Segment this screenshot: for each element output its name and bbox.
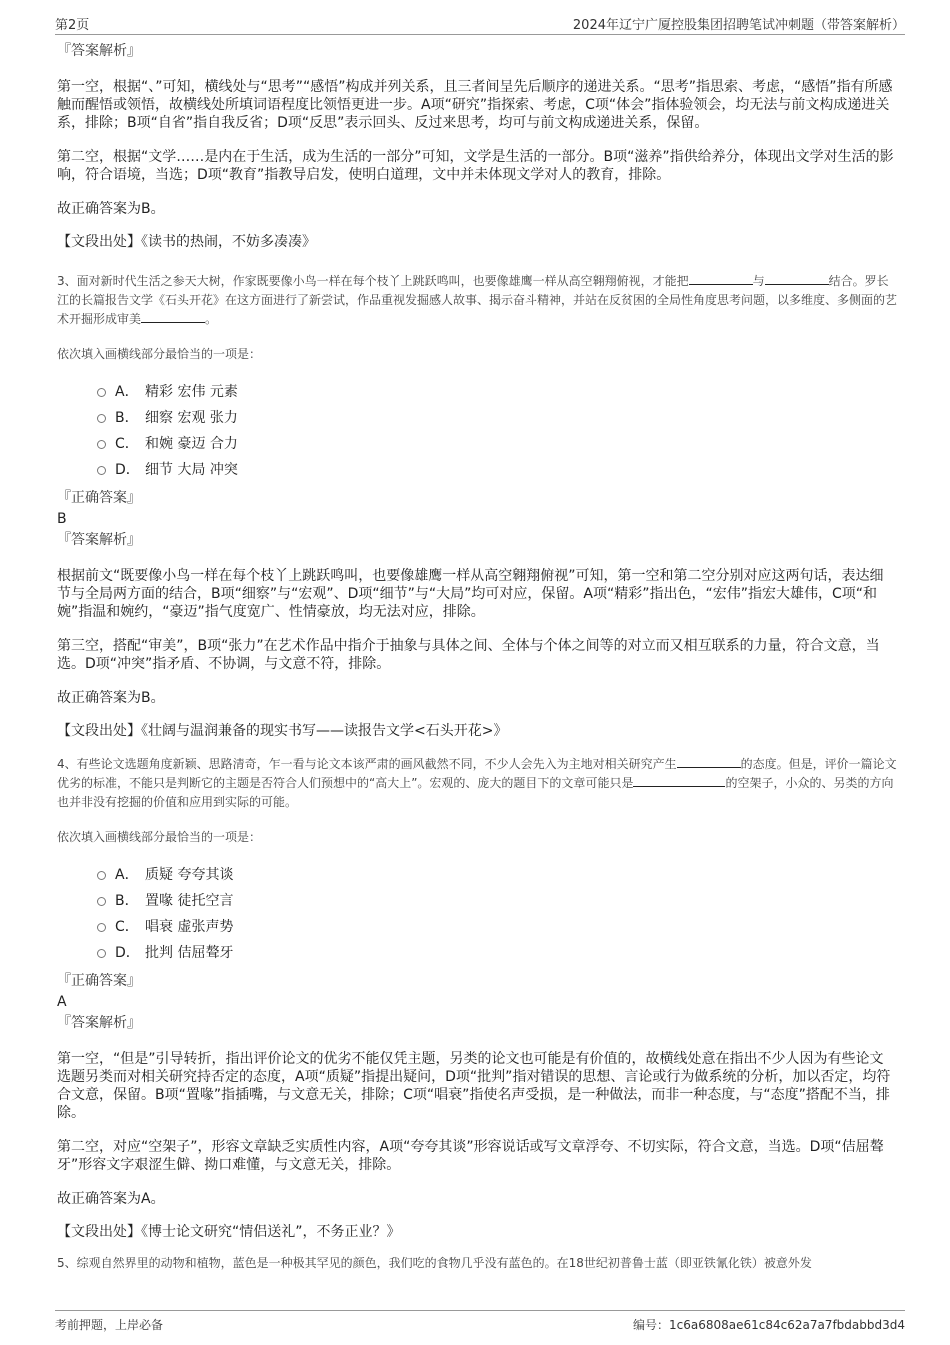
analysis-label: 『答案解析』 <box>57 43 141 59</box>
document-code: 编号：1c6a6808ae61c84c62a7a7fbdabbd3d4 <box>632 1318 905 1332</box>
analysis-paragraph: 第二空，根据“文学……是内在于生活，成为生活的一部分”可知，文学是生活的一部分。B项“滋养”指供给养分，体现出文学对生活的影响，符合语境，当选；D项“教育”指教导启发，使明白道理，文中并未体现文学对人的教育，排除。 <box>57 149 894 183</box>
question-prompt: 依次填入画横线部分最恰当的一项是： <box>57 830 262 844</box>
fill-blank <box>677 755 741 768</box>
conclusion: 故正确答案为B。 <box>57 690 165 706</box>
page-header <box>55 12 905 35</box>
page-footer <box>55 1310 905 1335</box>
correct-answer: A <box>57 994 67 1010</box>
source-citation: 【文段出处】《读书的热闹，不妨多凑凑》 <box>57 234 316 250</box>
question-stem: 3、面对新时代生活之参天大树，作家既要像小鸟一样在每个枝丫上跳跃鸣叫，也要像雄鹰一样从高空翱翔俯视，才能把 与 结合。罗长江的长篇报告文学《石头开花》在这方面进行了新尝试，作品重视发掘感人故事、揭示奋斗精神，并站在反贫困的全局性角度思考问题，以多维度、多侧面的艺术开掘形成审美 。 <box>57 274 898 326</box>
radio-icon[interactable] <box>97 871 106 880</box>
option-a[interactable]: A． 精彩 宏伟 元素 <box>57 379 897 405</box>
question-stem: 4、有些论文选题角度新颖、思路清奇，乍一看与论文本该严肃的画风截然不同，不少人会先入为主地对相关研究产生 的态度。但是，评价一篇论文优劣的标准，不能只是判断它的主题是否符合人们预想中的“高大上”。宏观的、庞大的题目下的文章可能只是 的空架子，小众的、另类的方向也并非没有挖掘的价值和应用到实际的可能。 <box>57 757 897 809</box>
fill-blank <box>141 310 205 323</box>
radio-icon[interactable] <box>97 466 106 475</box>
radio-icon[interactable] <box>97 440 106 449</box>
correct-answer-label: 『正确答案』 <box>57 490 141 506</box>
analysis-label: 『答案解析』 <box>57 1015 141 1031</box>
analysis-paragraph: 第一空，“但是”引导转折，指出评价论文的优劣不能仅凭主题，另类的论文也可能是有价值的，故横线处意在指出不少人因为有些论文选题另类而对相关研究持否定的态度，A项“质疑”指提出疑问，D项“批判”指对错误的思想、言论或行为做系统的分析，加以否定，均符合文意，保留。B项“置喙”指插嘴，与文意无关，排除；C项“唱衰”指使名声受损，是一种做法，而非一种态度，与“态度”搭配不当，排除。 <box>57 1051 891 1121</box>
radio-icon[interactable] <box>97 388 106 397</box>
conclusion: 故正确答案为B。 <box>57 201 165 217</box>
analysis-paragraph: 第三空，搭配“审美”，B项“张力”在艺术作品中指介于抽象与具体之间、全体与个体之间等的对立而又相互联系的力量，符合文意，当选。D项“冲突”指矛盾、不协调，与文意不符，排除。 <box>57 638 880 672</box>
fill-blank <box>689 272 753 285</box>
page-content <box>57 40 897 1273</box>
fill-blank <box>765 272 829 285</box>
option-list <box>57 862 897 966</box>
option-c[interactable]: C． 和婉 豪迈 合力 <box>57 431 897 457</box>
document-title: 2024年辽宁广厦控股集团招聘笔试冲刺题（带答案解析） <box>572 18 905 33</box>
fill-blank <box>633 774 725 787</box>
analysis-label: 『答案解析』 <box>57 532 141 548</box>
analysis-paragraph: 第二空，对应“空架子”，形容文章缺乏实质性内容，A项“夸夸其谈”形容说话或写文章浮夸、不切实际，符合文意，当选。D项“佶屈聱牙”形容文字艰涩生僻、拗口难懂，与文意无关，排除。 <box>57 1139 884 1173</box>
radio-icon[interactable] <box>97 414 106 423</box>
option-b[interactable]: B． 置喙 徒托空言 <box>57 888 897 914</box>
option-d[interactable]: D． 细节 大局 冲突 <box>57 457 897 483</box>
source-citation: 【文段出处】《壮阔与温润兼备的现实书写——读报告文学<石头开花>》 <box>57 723 508 739</box>
option-c[interactable]: C． 唱衰 虚张声势 <box>57 914 897 940</box>
radio-icon[interactable] <box>97 949 106 958</box>
source-citation: 【文段出处】《博士论文研究“情侣送礼”，不务正业？》 <box>57 1224 401 1240</box>
conclusion: 故正确答案为A。 <box>57 1191 165 1207</box>
question-stem: 5、综观自然界里的动物和植物，蓝色是一种极其罕见的颜色，我们吃的食物几乎没有蓝色的。在18世纪初普鲁士蓝（即亚铁氰化铁）被意外发 <box>57 1256 812 1270</box>
footer-slogan: 考前押题，上岸必备 <box>55 1318 164 1332</box>
analysis-paragraph: 第一空，根据“、”可知，横线处与“思考”“感悟”构成并列关系，且三者间呈先后顺序的递进关系。“思考”指思索、考虑，“感悟”指有所感触而醒悟或领悟，故横线处所填词语程度比领悟更进一步。A项“研究”指探索、考虑，C项“体会”指体验领会，均无法与前文构成递进关系，排除；B项“自省”指自我反省；D项“反思”表示回头、反过来思考，均可与前文构成递进关系，保留。 <box>57 79 893 131</box>
correct-answer-label: 『正确答案』 <box>57 973 141 989</box>
question-prompt: 依次填入画横线部分最恰当的一项是： <box>57 347 262 361</box>
option-d[interactable]: D． 批判 佶屈聱牙 <box>57 940 897 966</box>
option-list <box>57 379 897 483</box>
correct-answer: B <box>57 511 67 527</box>
radio-icon[interactable] <box>97 923 106 932</box>
page-number: 第2页 <box>55 18 90 33</box>
radio-icon[interactable] <box>97 897 106 906</box>
option-b[interactable]: B． 细察 宏观 张力 <box>57 405 897 431</box>
option-a[interactable]: A． 质疑 夸夸其谈 <box>57 862 897 888</box>
analysis-paragraph: 根据前文“既要像小鸟一样在每个枝丫上跳跃鸣叫，也要像雄鹰一样从高空翱翔俯视”可知，第一空和第二空分别对应这两句话，表达细节与全局两方面的结合，B项“细察”与“宏观”、D项“细节”与“大局”均可对应，保留。A项“精彩”指出色，“宏伟”指宏大雄伟，C项“和婉”指温和婉约，“豪迈”指气度宽广、性情豪放，均无法对应，排除。 <box>57 568 884 620</box>
